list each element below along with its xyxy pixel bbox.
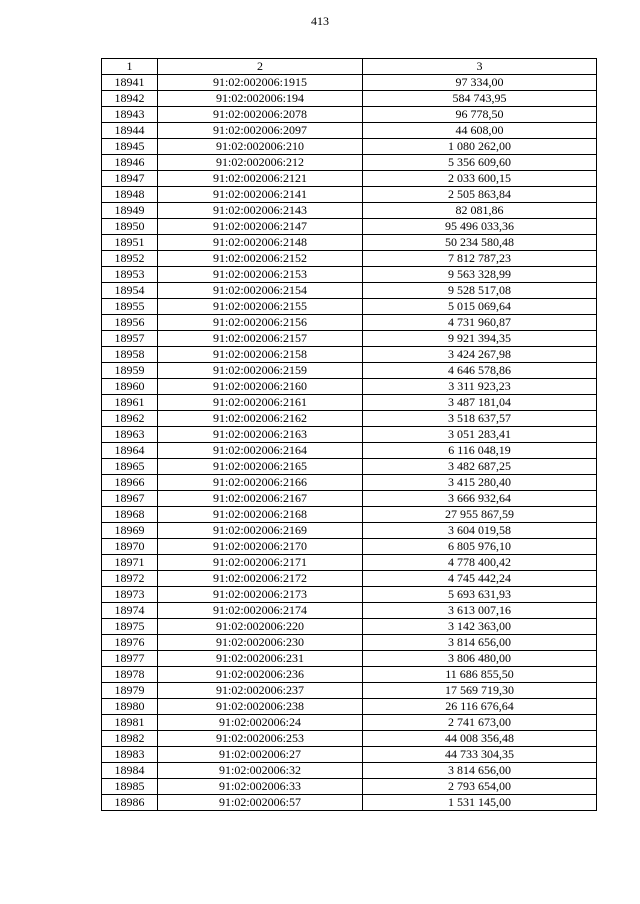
table-row [102,331,597,347]
row-number-cell: 18979 [102,683,158,699]
cadastral-number-cell: 91:02:002006:237 [158,683,363,699]
cadastral-value-cell: 3 311 923,23 [363,379,597,395]
row-number-cell: 18951 [102,235,158,251]
cadastral-value-cell: 3 613 007,16 [363,603,597,619]
table-row [102,555,597,571]
table-row [102,587,597,603]
row-number-cell: 18973 [102,587,158,603]
cadastral-number-cell: 91:02:002006:2143 [158,203,363,219]
cadastral-value-cell: 4 731 960,87 [363,315,597,331]
cadastral-number-cell: 91:02:002006:27 [158,747,363,763]
table-row [102,283,597,299]
table-row [102,251,597,267]
cadastral-number-cell: 91:02:002006:33 [158,779,363,795]
cadastral-number-cell: 91:02:002006:236 [158,667,363,683]
table-row [102,571,597,587]
page-number: 413 [311,14,329,28]
cadastral-value-cell: 9 528 517,08 [363,283,597,299]
cadastral-number-cell: 91:02:002006:1915 [158,75,363,91]
row-number-cell: 18977 [102,651,158,667]
table-row [102,635,597,651]
table-row [102,651,597,667]
row-number-cell: 18952 [102,251,158,267]
table-row [102,107,597,123]
cadastral-value-cell: 82 081,86 [363,203,597,219]
column-header-cadastral-number: 2 [158,59,363,75]
cadastral-number-cell: 91:02:002006:57 [158,795,363,811]
column-header-number: 1 [102,59,158,75]
row-number-cell: 18981 [102,715,158,731]
cadastral-value-cell: 3 424 267,98 [363,347,597,363]
cadastral-number-cell: 91:02:002006:2167 [158,491,363,507]
cadastral-number-cell: 91:02:002006:2171 [158,555,363,571]
cadastral-value-cell: 9 921 394,35 [363,331,597,347]
cadastral-number-cell: 91:02:002006:32 [158,763,363,779]
table-row [102,315,597,331]
cadastral-number-cell: 91:02:002006:2156 [158,315,363,331]
row-number-cell: 18945 [102,139,158,155]
cadastral-value-cell: 2 505 863,84 [363,187,597,203]
cadastral-number-cell: 91:02:002006:212 [158,155,363,171]
cadastral-value-cell: 2 793 654,00 [363,779,597,795]
cadastral-number-cell: 91:02:002006:2158 [158,347,363,363]
cadastral-value-cell: 1 531 145,00 [363,795,597,811]
cadastral-value-cell: 3 604 019,58 [363,523,597,539]
table-row [102,667,597,683]
row-number-cell: 18949 [102,203,158,219]
table-row [102,683,597,699]
cadastral-value-cell: 5 356 609,60 [363,155,597,171]
table-row [102,747,597,763]
row-number-cell: 18958 [102,347,158,363]
cadastral-number-cell: 91:02:002006:2173 [158,587,363,603]
cadastral-value-cell: 5 693 631,93 [363,587,597,603]
table-row [102,395,597,411]
cadastral-number-cell: 91:02:002006:2161 [158,395,363,411]
cadastral-value-cell: 44 608,00 [363,123,597,139]
row-number-cell: 18956 [102,315,158,331]
cadastral-value-cell: 4 646 578,86 [363,363,597,379]
cadastral-value-cell: 5 015 069,64 [363,299,597,315]
cadastral-value-cell: 27 955 867,59 [363,507,597,523]
cadastral-number-cell: 91:02:002006:2159 [158,363,363,379]
table-row [102,603,597,619]
table-header-row [102,59,597,75]
row-number-cell: 18962 [102,411,158,427]
table-row [102,139,597,155]
row-number-cell: 18971 [102,555,158,571]
table-row [102,795,597,811]
cadastral-value-cell: 3 142 363,00 [363,619,597,635]
cadastral-value-cell: 50 234 580,48 [363,235,597,251]
table-row [102,299,597,315]
row-number-cell: 18982 [102,731,158,747]
cadastral-value-cell: 3 487 181,04 [363,395,597,411]
cadastral-value-cell: 6 116 048,19 [363,443,597,459]
cadastral-number-cell: 91:02:002006:2172 [158,571,363,587]
table-row [102,363,597,379]
table-row [102,731,597,747]
row-number-cell: 18969 [102,523,158,539]
cadastral-number-cell: 91:02:002006:2152 [158,251,363,267]
row-number-cell: 18960 [102,379,158,395]
table-row [102,171,597,187]
table-row [102,91,597,107]
cadastral-value-cell: 584 743,95 [363,91,597,107]
cadastral-number-cell: 91:02:002006:2174 [158,603,363,619]
cadastral-value-cell: 96 778,50 [363,107,597,123]
row-number-cell: 18986 [102,795,158,811]
row-number-cell: 18950 [102,219,158,235]
row-number-cell: 18968 [102,507,158,523]
row-number-cell: 18954 [102,283,158,299]
row-number-cell: 18976 [102,635,158,651]
row-number-cell: 18978 [102,667,158,683]
row-number-cell: 18942 [102,91,158,107]
row-number-cell: 18944 [102,123,158,139]
cadastral-number-cell: 91:02:002006:2164 [158,443,363,459]
cadastral-value-cell: 4 745 442,24 [363,571,597,587]
table-row [102,475,597,491]
table-row [102,75,597,91]
row-number-cell: 18957 [102,331,158,347]
table-body [102,75,597,811]
cadastral-number-cell: 91:02:002006:210 [158,139,363,155]
cadastral-value-cell: 11 686 855,50 [363,667,597,683]
row-number-cell: 18953 [102,267,158,283]
row-number-cell: 18961 [102,395,158,411]
cadastral-number-cell: 91:02:002006:24 [158,715,363,731]
row-number-cell: 18980 [102,699,158,715]
cadastral-number-cell: 91:02:002006:220 [158,619,363,635]
cadastral-value-cell: 3 814 656,00 [363,763,597,779]
cadastral-value-cell: 7 812 787,23 [363,251,597,267]
row-number-cell: 18984 [102,763,158,779]
row-number-cell: 18948 [102,187,158,203]
table-row [102,507,597,523]
row-number-cell: 18965 [102,459,158,475]
table-row [102,491,597,507]
cadastral-number-cell: 91:02:002006:2163 [158,427,363,443]
table-row [102,715,597,731]
row-number-cell: 18955 [102,299,158,315]
cadastral-number-cell: 91:02:002006:2121 [158,171,363,187]
cadastral-value-cell: 97 334,00 [363,75,597,91]
cadastral-number-cell: 91:02:002006:2170 [158,539,363,555]
row-number-cell: 18959 [102,363,158,379]
table-row [102,619,597,635]
table-row [102,539,597,555]
cadastral-value-cell: 9 563 328,99 [363,267,597,283]
cadastral-value-cell: 3 482 687,25 [363,459,597,475]
cadastral-value-cell: 4 778 400,42 [363,555,597,571]
cadastral-number-cell: 91:02:002006:230 [158,635,363,651]
table-row [102,427,597,443]
row-number-cell: 18964 [102,443,158,459]
cadastral-number-cell: 91:02:002006:2097 [158,123,363,139]
row-number-cell: 18966 [102,475,158,491]
table-row [102,779,597,795]
table-row [102,699,597,715]
table-row [102,347,597,363]
cadastral-number-cell: 91:02:002006:2141 [158,187,363,203]
cadastral-value-cell: 3 806 480,00 [363,651,597,667]
row-number-cell: 18975 [102,619,158,635]
cadastral-number-cell: 91:02:002006:253 [158,731,363,747]
cadastral-value-cell: 44 008 356,48 [363,731,597,747]
row-number-cell: 18972 [102,571,158,587]
table-row [102,443,597,459]
cadastral-number-cell: 91:02:002006:2147 [158,219,363,235]
row-number-cell: 18983 [102,747,158,763]
column-header-value: 3 [363,59,597,75]
row-number-cell: 18974 [102,603,158,619]
row-number-cell: 18963 [102,427,158,443]
table-row [102,523,597,539]
cadastral-number-cell: 91:02:002006:2078 [158,107,363,123]
cadastral-number-cell: 91:02:002006:2166 [158,475,363,491]
cadastral-value-table [101,58,597,811]
row-number-cell: 18947 [102,171,158,187]
cadastral-number-cell: 91:02:002006:2160 [158,379,363,395]
cadastral-number-cell: 91:02:002006:2155 [158,299,363,315]
table-row [102,155,597,171]
cadastral-number-cell: 91:02:002006:2169 [158,523,363,539]
cadastral-number-cell: 91:02:002006:238 [158,699,363,715]
cadastral-number-cell: 91:02:002006:231 [158,651,363,667]
table-row [102,379,597,395]
cadastral-value-cell: 17 569 719,30 [363,683,597,699]
row-number-cell: 18946 [102,155,158,171]
row-number-cell: 18943 [102,107,158,123]
cadastral-value-cell: 3 666 932,64 [363,491,597,507]
table-row [102,187,597,203]
cadastral-number-cell: 91:02:002006:2168 [158,507,363,523]
cadastral-number-cell: 91:02:002006:2157 [158,331,363,347]
cadastral-value-cell: 3 415 280,40 [363,475,597,491]
cadastral-value-cell: 3 518 637,57 [363,411,597,427]
cadastral-number-cell: 91:02:002006:2165 [158,459,363,475]
cadastral-value-cell: 2 741 673,00 [363,715,597,731]
table-row [102,459,597,475]
row-number-cell: 18941 [102,75,158,91]
table-row [102,411,597,427]
cadastral-number-cell: 91:02:002006:2162 [158,411,363,427]
table-row [102,235,597,251]
table-row [102,267,597,283]
row-number-cell: 18970 [102,539,158,555]
cadastral-number-cell: 91:02:002006:2148 [158,235,363,251]
cadastral-number-cell: 91:02:002006:194 [158,91,363,107]
table-row [102,123,597,139]
cadastral-value-cell: 3 814 656,00 [363,635,597,651]
cadastral-value-cell: 1 080 262,00 [363,139,597,155]
cadastral-number-cell: 91:02:002006:2154 [158,283,363,299]
cadastral-value-cell: 26 116 676,64 [363,699,597,715]
row-number-cell: 18967 [102,491,158,507]
cadastral-value-cell: 2 033 600,15 [363,171,597,187]
cadastral-value-cell: 44 733 304,35 [363,747,597,763]
cadastral-value-cell: 3 051 283,41 [363,427,597,443]
cadastral-value-cell: 95 496 033,36 [363,219,597,235]
cadastral-value-cell: 6 805 976,10 [363,539,597,555]
cadastral-number-cell: 91:02:002006:2153 [158,267,363,283]
table-row [102,203,597,219]
table-row [102,219,597,235]
table-row [102,763,597,779]
row-number-cell: 18985 [102,779,158,795]
